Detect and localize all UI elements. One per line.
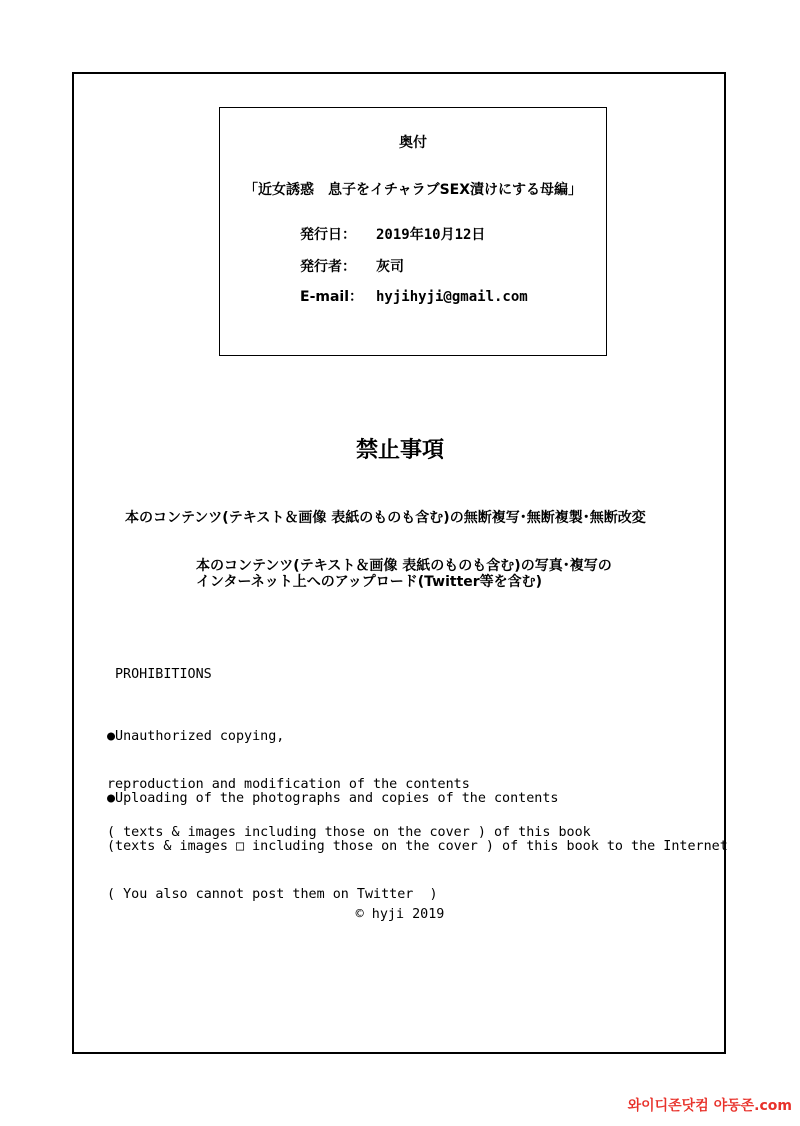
publisher-label: 発行者： (300, 259, 356, 275)
release-date-value: 2019年10月12日 (376, 227, 486, 243)
publisher-value: 灰司 (376, 259, 404, 275)
copyright-notice: © hyji 2019 (355, 907, 445, 922)
prohibition-en-item-2-line: (texts & images □ including those on the cover ) of this book to the Internet (107, 839, 728, 854)
colophon-box (219, 107, 607, 356)
prohibition-en-item-2-line: ( You also cannot post them on Twitter ) (107, 887, 438, 902)
release-date-row (300, 224, 485, 244)
prohibition-en-item-2-line: ●Uploading of the photographs and copies of the contents (107, 791, 559, 806)
prohibitions-title-en: PROHIBITIONS (115, 667, 212, 682)
prohibition-en-item-1-line: ( texts & images including those on the cover ) of this book (107, 825, 591, 840)
prohibition-jp-line-2b: インターネット上へのアップロード(Twitter等を含む) (196, 574, 543, 590)
book-title: 「近女誘惑 息子をイチャラブSEX漬けにする母編」 (243, 182, 583, 198)
email-row (300, 286, 528, 306)
email-value: hyjihyji@gmail.com (376, 289, 528, 305)
prohibitions-title-jp: 禁止事項 (355, 438, 444, 463)
email-label: E-mail： (300, 289, 364, 305)
prohibition-en-item-1-line: ●Unauthorized copying, (107, 729, 285, 744)
prohibition-en-item-2 (107, 759, 728, 919)
publisher-row (300, 256, 404, 276)
colophon-heading: 奥付 (399, 135, 427, 151)
prohibition-jp-line-2a: 本のコンテンツ(テキスト＆画像 表紙のものも含む)の写真･複写の (196, 558, 612, 574)
watermark: 와이디존닷컴 야동존.com (627, 1098, 792, 1114)
release-date-label: 発行日： (300, 227, 356, 243)
prohibition-jp-line-1: 本のコンテンツ(テキスト＆画像 表紙のものも含む)の無断複写･無断複製･無断改変 (125, 510, 646, 526)
prohibition-en-item-1-line: reproduction and modification of the contents (107, 777, 470, 792)
